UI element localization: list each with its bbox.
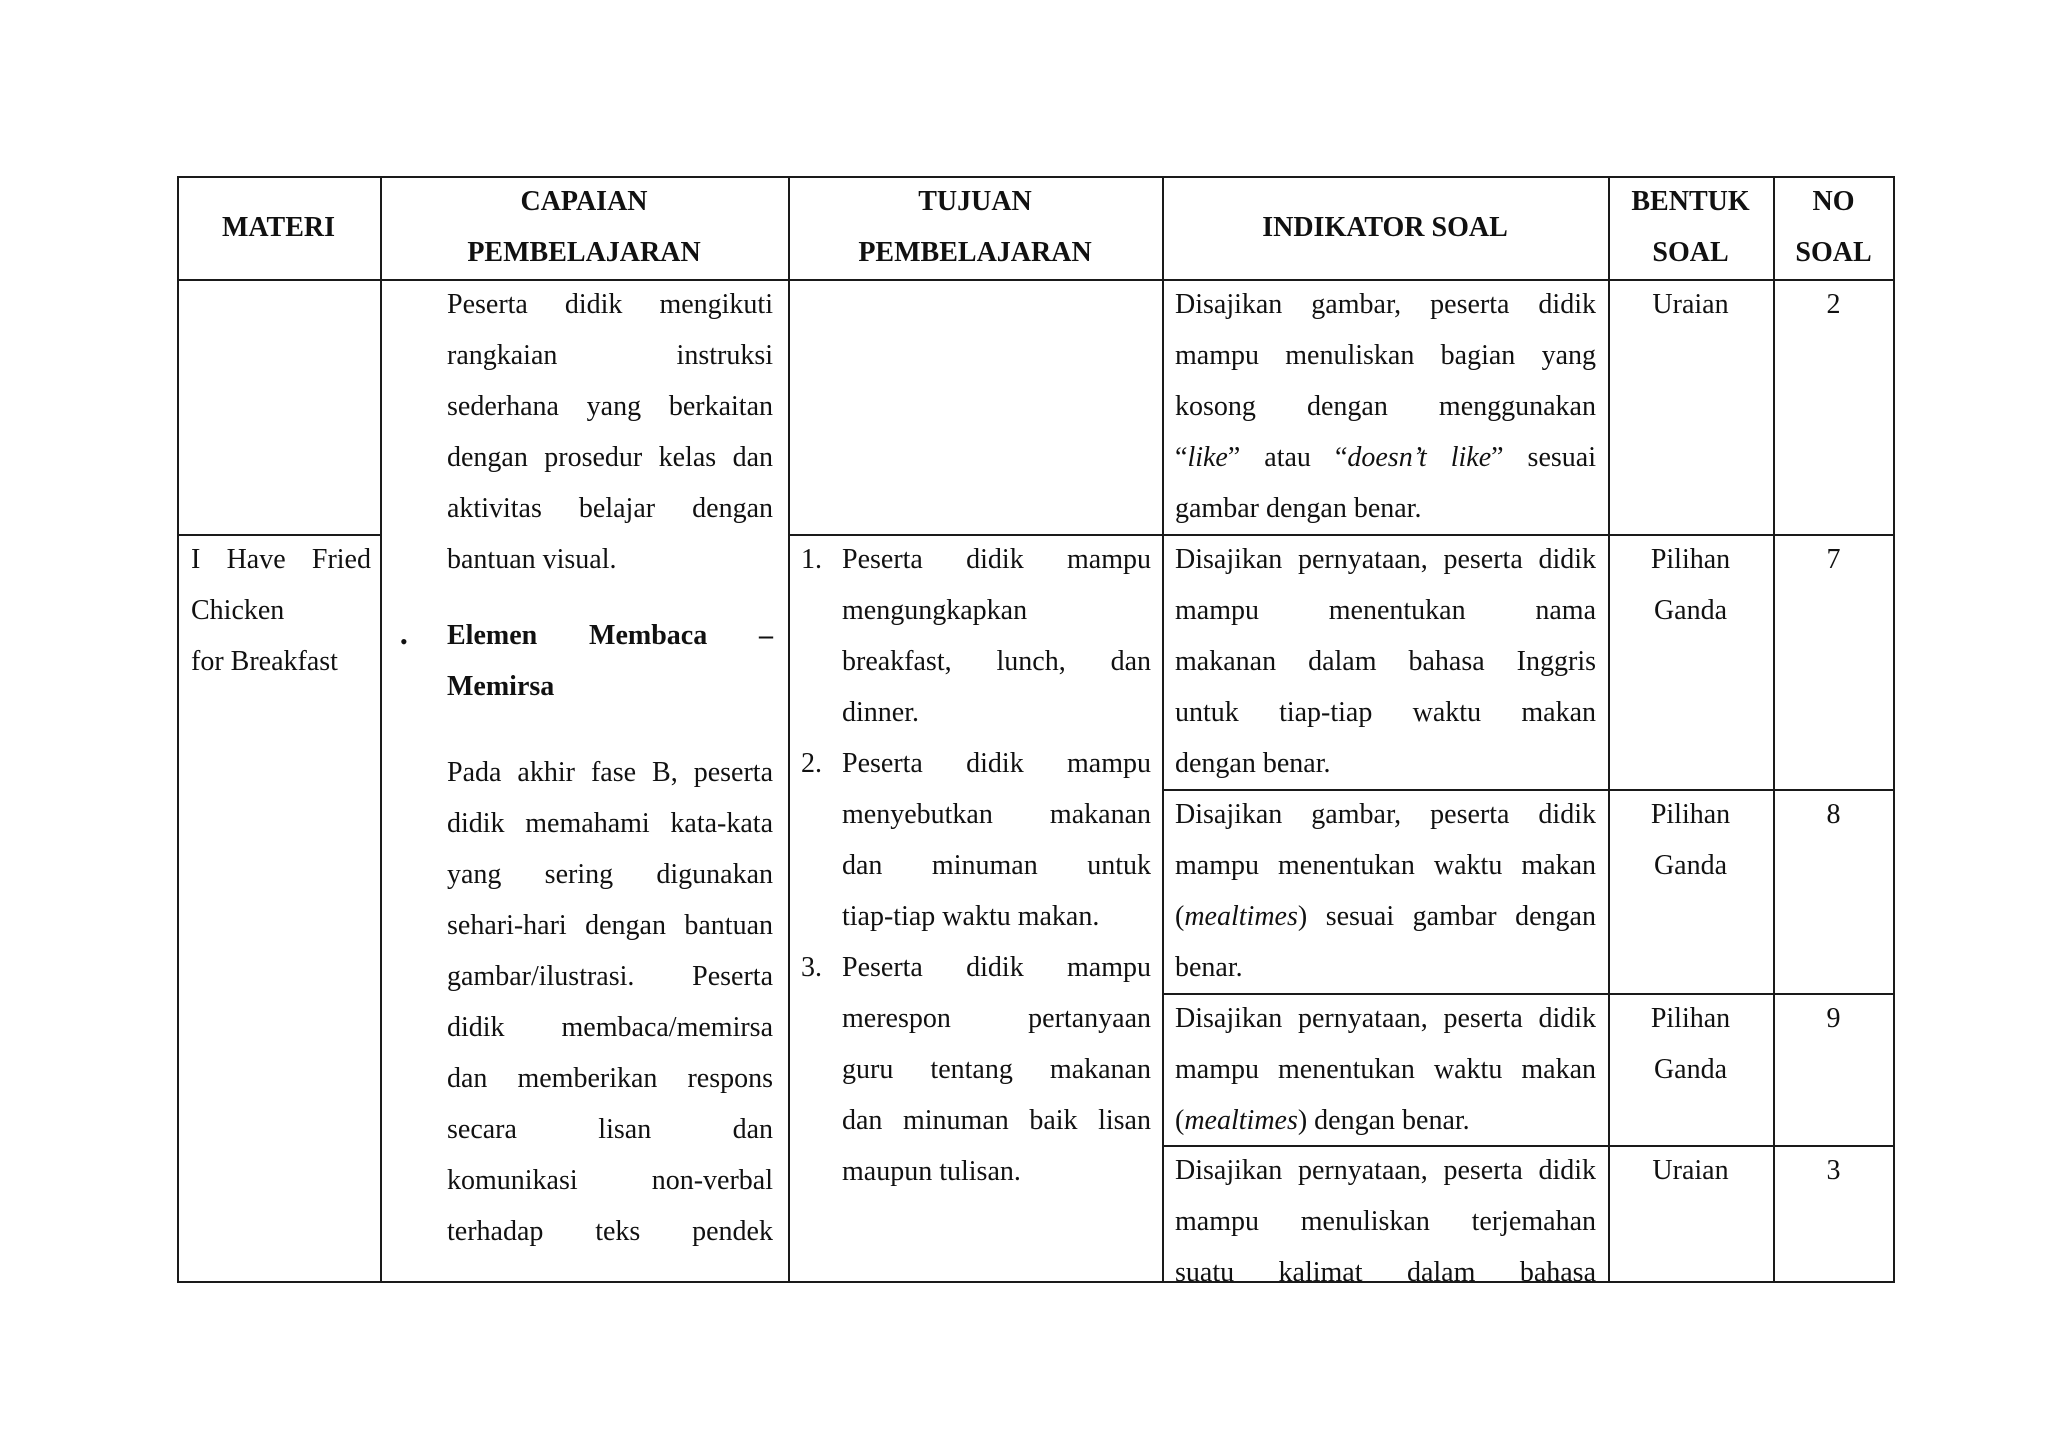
capaian-body-line: dan memberikan respons	[447, 1063, 773, 1094]
no-cell-1	[1773, 279, 1894, 330]
indikator-line-mixed	[1175, 432, 1596, 483]
indikator-line: untuk tiap-tiap waktu makan	[1175, 697, 1596, 728]
table-border-bottom	[177, 1281, 1895, 1283]
italic-mealtimes: mealtimes	[1184, 1105, 1298, 1136]
bentuk-line: Ganda	[1653, 595, 1728, 626]
text-rest: ) dengan benar.	[1297, 1105, 1470, 1136]
tujuan-line: guru tentang makanan	[842, 1054, 1151, 1085]
tujuan-line: merespon pertanyaan	[842, 1003, 1151, 1034]
bentuk-cell-2	[1608, 534, 1773, 636]
no-value: 2	[1826, 289, 1841, 320]
tujuan-item-1	[801, 534, 1151, 738]
header-indikator	[1162, 176, 1608, 279]
col-line-1	[380, 176, 382, 1282]
header-bentuk-line2: SOAL	[1652, 237, 1729, 268]
bentuk-line: Pilihan	[1650, 1003, 1731, 1034]
indikator-cell-5	[1175, 1145, 1596, 1298]
indikator-line: Disajikan pernyataan, peserta didik	[1175, 1003, 1596, 1034]
bentuk-line: Uraian	[1652, 1155, 1729, 1186]
no-cell-3	[1773, 789, 1894, 840]
indikator-cell-4	[1175, 993, 1596, 1146]
header-no	[1773, 176, 1894, 279]
capaian-body-line: terhadap teks pendek	[447, 1216, 773, 1247]
indikator-cell-3	[1175, 789, 1596, 993]
header-tujuan	[788, 176, 1162, 279]
materi-cell	[191, 534, 371, 687]
tujuan-line: Peserta didik mampu	[842, 748, 1151, 779]
indikator-line: mampu menuliskan bagian yang	[1175, 340, 1596, 371]
indikator-line: mampu menentukan nama	[1175, 595, 1596, 626]
capaian-body-line: komunikasi non-verbal	[447, 1165, 773, 1196]
no-cell-2	[1773, 534, 1894, 585]
quote-open: “	[1175, 442, 1188, 473]
indikator-line-mixed	[1175, 1095, 1596, 1146]
no-value: 8	[1826, 799, 1841, 830]
capaian-cell	[447, 279, 773, 585]
tujuan-item-3	[801, 942, 1151, 1197]
no-value: 3	[1826, 1155, 1841, 1186]
indikator-line: benar.	[1175, 952, 1243, 983]
capaian-line: sederhana yang berkaitan	[447, 391, 773, 422]
bentuk-line: Ganda	[1653, 1054, 1728, 1085]
bentuk-line: Pilihan	[1650, 799, 1731, 830]
col-line-2	[788, 176, 790, 1282]
materi-line: Chicken	[191, 595, 285, 626]
indikator-line: mampu menuliskan terjemahan	[1175, 1206, 1596, 1237]
capaian-line: bantuan visual.	[447, 544, 617, 575]
header-bentuk-line1: BENTUK	[1631, 186, 1750, 217]
no-value: 9	[1826, 1003, 1841, 1034]
header-capaian-line2: PEMBELAJARAN	[467, 237, 701, 268]
header-tujuan-line2: PEMBELAJARAN	[858, 237, 1092, 268]
header-capaian-line1: CAPAIAN	[520, 186, 648, 217]
text-atau: ” atau “	[1227, 442, 1348, 473]
header-no-line2: SOAL	[1795, 237, 1872, 268]
italic-doesnt-like: doesn’t like	[1347, 442, 1492, 473]
bentuk-line: Ganda	[1653, 850, 1728, 881]
capaian-line: rangkaian instruksi	[447, 340, 773, 371]
indikator-line: gambar dengan benar.	[1175, 493, 1422, 524]
bullet-icon: •	[400, 629, 408, 654]
assessment-grid-table	[177, 176, 1895, 1288]
tujuan-item-text	[842, 738, 1151, 942]
header-no-line1: NO	[1812, 186, 1855, 217]
tujuan-line: Peserta didik mampu	[842, 952, 1151, 983]
capaian-body-line: didik membaca/memirsa	[447, 1012, 773, 1043]
indikator-line: mampu menentukan waktu makan	[1175, 1054, 1596, 1085]
tujuan-item-2	[801, 738, 1151, 942]
header-materi	[177, 176, 380, 279]
bentuk-cell-3	[1608, 789, 1773, 891]
no-cell-5	[1773, 1145, 1894, 1196]
indikator-line: dengan benar.	[1175, 748, 1331, 779]
capaian-body	[447, 747, 773, 1257]
italic-mealtimes: mealtimes	[1184, 901, 1298, 932]
col-line-5	[1773, 176, 1775, 1282]
capaian-element-line1: Elemen Membaca –	[447, 620, 773, 651]
indikator-line: Disajikan pernyataan, peserta didik	[1175, 544, 1596, 575]
tujuan-line: dan minuman untuk	[842, 850, 1151, 881]
indikator-cell-1	[1175, 279, 1596, 534]
tujuan-line: menyebutkan makanan	[842, 799, 1151, 830]
bentuk-cell-4	[1608, 993, 1773, 1095]
indikator-line: makanan dalam bahasa Inggris	[1175, 646, 1596, 677]
tujuan-line: breakfast, lunch, dan	[842, 646, 1151, 677]
paren-open: (	[1175, 901, 1185, 932]
indikator-line: Disajikan gambar, peserta didik	[1175, 289, 1596, 320]
text-sesuai: ” sesuai	[1491, 442, 1596, 473]
col-line-3	[1162, 176, 1164, 1282]
tujuan-line: Peserta didik mampu	[842, 544, 1151, 575]
header-tujuan-line1: TUJUAN	[918, 186, 1032, 217]
capaian-line: dengan prosedur kelas dan	[447, 442, 773, 473]
capaian-body-line: yang sering digunakan	[447, 859, 773, 890]
table-border-left	[177, 176, 179, 1282]
text-rest: ) sesuai gambar dengan	[1297, 901, 1596, 932]
tujuan-number: 2.	[801, 748, 822, 779]
indikator-line: Disajikan pernyataan, peserta didik	[1175, 1155, 1596, 1186]
capaian-line: Peserta didik mengikuti	[447, 289, 773, 320]
tujuan-number: 3.	[801, 952, 822, 983]
header-materi-text: MATERI	[221, 212, 336, 243]
tujuan-line: mengungkapkan	[842, 595, 1028, 626]
indikator-line: Disajikan gambar, peserta didik	[1175, 799, 1596, 830]
capaian-body-line: didik memahami kata-kata	[447, 808, 773, 839]
tujuan-line: tiap-tiap waktu makan.	[842, 901, 1100, 932]
paren-open: (	[1175, 1105, 1185, 1136]
indikator-line: mampu menentukan waktu makan	[1175, 850, 1596, 881]
bentuk-line: Uraian	[1652, 289, 1729, 320]
bentuk-cell-1	[1608, 279, 1773, 330]
tujuan-line: dinner.	[842, 697, 919, 728]
header-bentuk	[1608, 176, 1773, 279]
capaian-line: aktivitas belajar dengan	[447, 493, 773, 524]
col-line-4	[1608, 176, 1610, 1282]
bentuk-cell-5	[1608, 1145, 1773, 1196]
tujuan-line: dan minuman baik lisan	[842, 1105, 1151, 1136]
table-border-right	[1893, 176, 1895, 1282]
no-cell-4	[1773, 993, 1894, 1044]
tujuan-item-text	[842, 534, 1151, 738]
header-indikator-text: INDIKATOR SOAL	[1262, 212, 1508, 243]
materi-line: I Have Fried	[191, 544, 371, 575]
tujuan-item-text	[842, 942, 1151, 1197]
materi-line: for Breakfast	[191, 646, 338, 677]
italic-like: like	[1187, 442, 1228, 473]
capaian-element-line2: Memirsa	[447, 671, 555, 702]
tujuan-number: 1.	[801, 544, 822, 575]
header-capaian	[380, 176, 788, 279]
capaian-element-title	[447, 610, 773, 712]
tujuan-line: maupun tulisan.	[842, 1156, 1021, 1187]
capaian-body-line: secara lisan dan	[447, 1114, 773, 1145]
capaian-body-line: Pada akhir fase B, peserta	[447, 757, 773, 788]
indikator-line: suatu kalimat dalam bahasa	[1175, 1257, 1596, 1288]
capaian-body-line: gambar/ilustrasi. Peserta	[447, 961, 773, 992]
capaian-body-line: sehari-hari dengan bantuan	[447, 910, 773, 941]
indikator-line: kosong dengan menggunakan	[1175, 391, 1596, 422]
indikator-line-mixed	[1175, 891, 1596, 942]
bentuk-line: Pilihan	[1650, 544, 1731, 575]
indikator-cell-2	[1175, 534, 1596, 789]
no-value: 7	[1826, 544, 1841, 575]
